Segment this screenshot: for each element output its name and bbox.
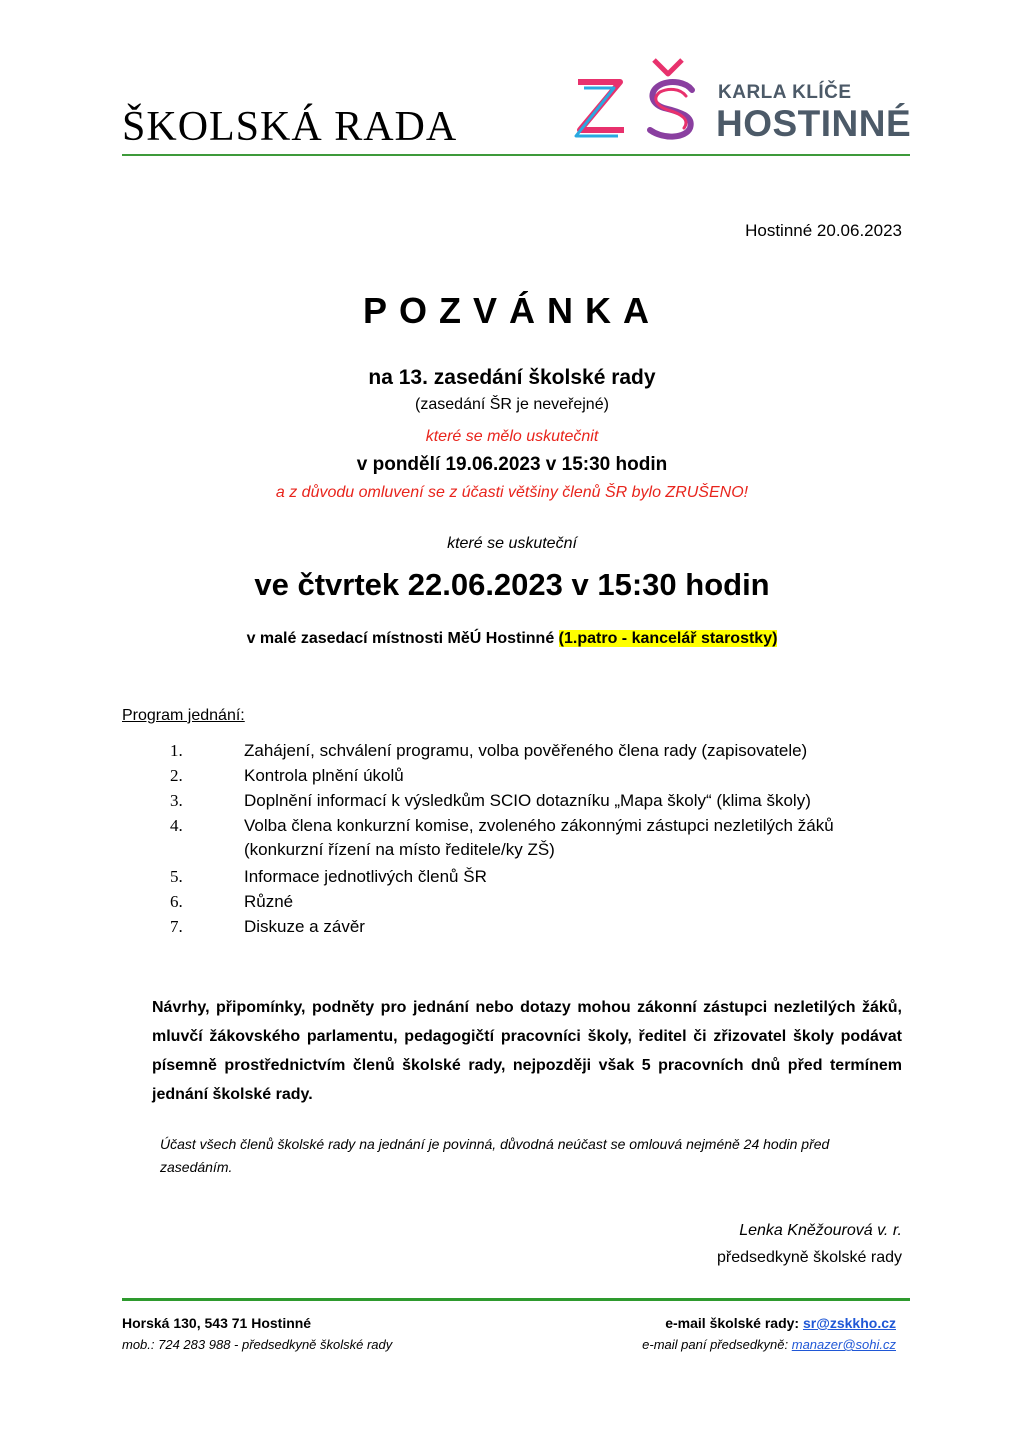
planned-note: které se mělo uskutečnit (425, 428, 599, 445)
program-item-text: Informace jednotlivých členů ŠR (244, 867, 487, 886)
venue-text: v malé zasedací místnosti MěÚ Hostinné (246, 630, 559, 647)
program-item-text: Různé (244, 892, 294, 911)
school-logo (568, 56, 912, 156)
program-item-text: Kontrola plnění úkolů (244, 766, 404, 785)
signature-name: Lenka Kněžourová v. r. (739, 1222, 902, 1239)
signature-role: předsedkyně školské rady (717, 1249, 902, 1266)
venue (0, 630, 1024, 648)
footer-mobile: mob.: 724 283 988 - předsedkyně školské rady (122, 1337, 393, 1352)
new-meeting-date: ve čtvrtek 22.06.2023 v 15:30 hodin (254, 567, 770, 602)
proposals-paragraph: Návrhy, připomínky, podněty pro jednání nebo dotazy mohou zákonní zástupci nezletilých žáků, mluvčí žákovského parlamentu, pedagogičtí pracovníci školy, ředitel či zřizovatel školy podávat písemně prostřednictvím členů školské rady, nejpozději však 5 pracovních dnů před termínem jednání školské rady. (152, 999, 902, 1103)
chair-email-label: e-mail paní předsedkyně: (642, 1337, 792, 1352)
footer-divider (122, 1298, 910, 1301)
nonpublic-note: (zasedání ŠR je neveřejné) (415, 396, 609, 413)
program-item-text: Doplnění informací k výsledkům SCIO dotazníku „Mapa školy“ (klima školy) (244, 791, 811, 810)
program-item-number: 6. (170, 892, 183, 911)
program-item-number: 3. (170, 791, 183, 810)
logo-line2: HOSTINNÉ (716, 103, 912, 144)
header-divider (122, 154, 910, 156)
program-item-number: 5. (170, 867, 183, 886)
document-date: Hostinné 20.06.2023 (745, 221, 902, 240)
footer-address: Horská 130, 543 71 Hostinné (122, 1315, 312, 1331)
program-item-number: 7. (170, 917, 183, 936)
venue-highlight: (1.patro - kancelář starostky) (558, 630, 778, 647)
document-title: POZVÁNKA (362, 290, 661, 331)
council-email-link[interactable]: sr@zskkho.cz (802, 1315, 896, 1331)
cancel-note: a z důvodu omluvení se z účasti většiny členů ŠR bylo ZRUŠENO! (275, 484, 749, 501)
logo-line1: KARLA KLÍČE (718, 82, 852, 103)
footer-council-email (665, 1315, 896, 1331)
program-heading: Program jednání: (122, 707, 245, 724)
header-title: ŠKOLSKÁ RADA (122, 104, 458, 150)
attendance-note: Účast všech členů školské rady na jednání je povinná, důvodná neúčast se omlouvá nejméně 24 hodin před zasedáním. (160, 1136, 830, 1175)
program-item-number: 1. (170, 741, 183, 760)
program-item-number: 2. (170, 766, 183, 785)
program-item-text: Zahájení, schválení programu, volba pověřeného člena rady (zapisovatele) (244, 741, 808, 760)
program-item-text: Volba člena konkurzní komise, zvoleného zákonnými zástupci nezletilých žáků (konkurzní řízení na místo ředitele/ky ZŠ) (244, 816, 834, 859)
will-take-place-note: které se uskuteční (447, 535, 577, 552)
chair-email-link[interactable]: manazer@sohi.cz (791, 1337, 896, 1352)
council-email-label: e-mail školské rady: (665, 1315, 803, 1331)
program-item-number: 4. (170, 816, 183, 835)
footer-chair-email (642, 1337, 896, 1352)
original-date: v pondělí 19.06.2023 v 15:30 hodin (356, 454, 668, 475)
program-item-text: Diskuze a závěr (244, 917, 365, 936)
zs-monogram-icon (568, 56, 708, 156)
meeting-subtitle: na 13. zasedání školské rady (368, 366, 656, 389)
